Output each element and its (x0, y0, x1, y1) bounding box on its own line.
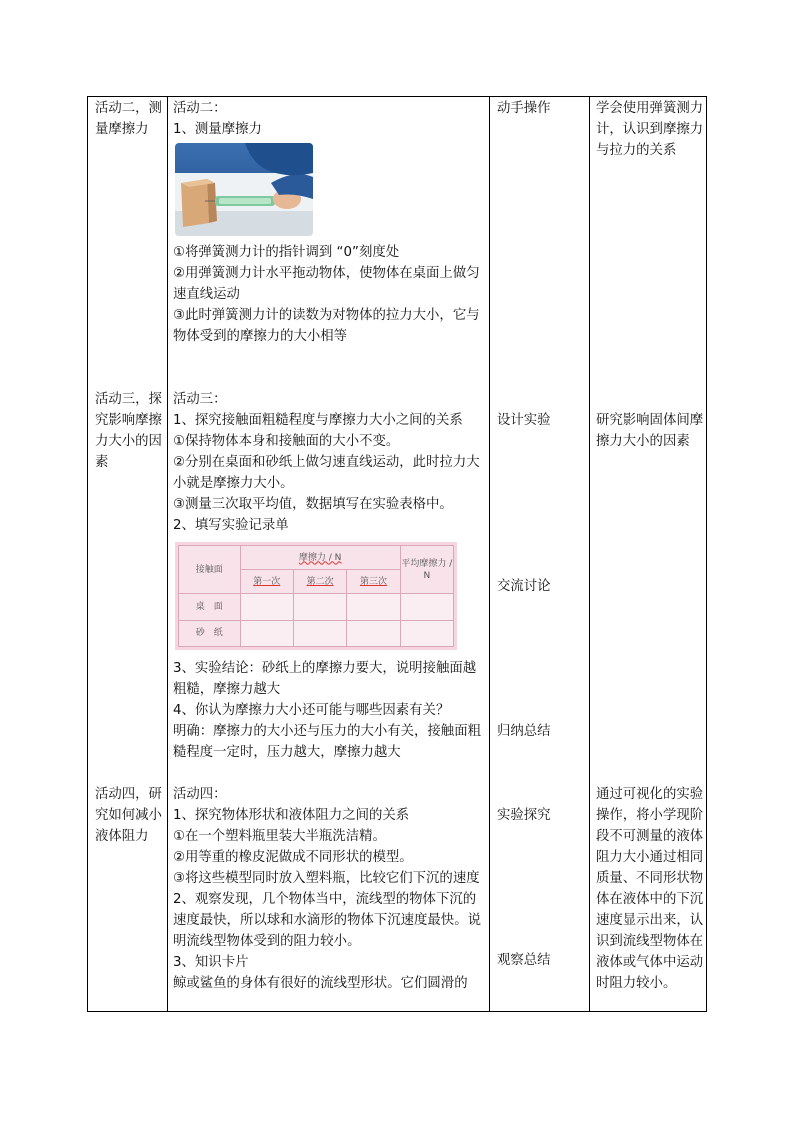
row2-step1: ①保持物体本身和接触面的大小不变。 (173, 434, 400, 449)
row1-steps (173, 242, 485, 347)
row2-step2: ②分别在桌面和砂纸上做匀速直线运动，此时拉力大小就是摩擦力大小。 (173, 455, 480, 491)
row3-content (173, 784, 485, 994)
row1-item1: 1、测量摩擦力 (173, 122, 262, 137)
table-row (179, 620, 454, 646)
table-border-left (87, 96, 88, 1012)
header-friction (240, 546, 400, 570)
row2-goal: 研究影响固体间摩擦力大小的因素 (596, 413, 704, 449)
row3-heading: 活动四： (173, 787, 227, 802)
header-trial-2 (293, 570, 346, 594)
row2-conclusion (173, 658, 485, 763)
row3-title: 活动四，研究如何减小液体阻力 (95, 787, 162, 844)
cell-empty (240, 594, 293, 620)
cell-empty (400, 594, 453, 620)
column-divider (167, 96, 168, 1012)
cell-empty (347, 620, 400, 646)
row1-heading: 活动二： (173, 101, 227, 116)
row2-step3: ③测量三次取平均值，数据填写在实验表格中。 (173, 497, 453, 512)
column-divider (489, 96, 490, 1012)
column-divider (589, 96, 590, 1012)
header-trial-3 (347, 570, 400, 594)
row1-content (173, 98, 485, 140)
row1-title: 活动二，测量摩擦力 (95, 101, 162, 137)
row3-method-2: 观察总结 (497, 953, 551, 968)
lesson-table (87, 96, 707, 1012)
header-average: 平均摩擦力 / N (400, 546, 453, 594)
surface-sandpaper: 砂 纸 (179, 620, 241, 646)
spring-scale-photo (175, 143, 313, 236)
row3-step1: ①在一个塑料瓶里装大半瓶洗洁精。 (173, 829, 386, 844)
row2-answer: 明确：摩擦力的大小还与压力的大小有关，接触面粗糙程度一定时，压力越大，摩擦力越大 (173, 724, 481, 760)
row2-heading: 活动三： (173, 392, 227, 407)
table-border-bottom (87, 1011, 707, 1012)
row3-item3: 3、知识卡片 (173, 955, 249, 970)
cell-empty (240, 620, 293, 646)
header-trial-3-text: 第三次 (360, 576, 388, 587)
header-friction-text: 摩擦力 / N (298, 552, 342, 563)
row3-step2: ②用等重的橡皮泥做成不同形状的模型。 (173, 850, 413, 865)
row1-method: 动手操作 (497, 101, 551, 116)
row1-step1: ①将弹簧测力计的指针调到 “0”刻度处 (173, 245, 400, 260)
row1-goal: 学会使用弹簧测力计，认识到摩擦力与拉力的关系 (596, 101, 704, 158)
row3-goal: 通过可视化的实验操作，将小学现阶段不可测量的液体阻力大小通过相同质量、不同形状物体在液体中的下沉速度显示出来，认识到流线型物体在液体或气体中运动时阻力较小。 (596, 787, 704, 991)
row2-item3: 3、实验结论：砂纸上的摩擦力要大，说明接触面越粗糙，摩擦力越大 (173, 661, 477, 697)
table-border-right (706, 96, 707, 1012)
header-trial-1-text: 第一次 (253, 576, 281, 587)
row2-method-1: 设计实验 (497, 413, 551, 428)
table-row (179, 594, 454, 620)
row3-method-1: 实验探究 (497, 808, 551, 823)
header-trial-1 (240, 570, 293, 594)
header-surface: 接触面 (179, 546, 241, 594)
row1-step3: ③此时弹簧测力计的读数为对物体的拉力大小，它与物体受到的摩擦力的大小相等 (173, 308, 480, 344)
cell-empty (347, 594, 400, 620)
row2-item2: 2、填写实验记录单 (173, 518, 289, 533)
row2-method-2: 交流讨论 (497, 579, 551, 594)
header-trial-2-text: 第二次 (306, 576, 334, 587)
row1-step2: ②用弹簧测力计水平拖动物体，使物体在桌面上做匀速直线运动 (173, 266, 480, 302)
spring-scale-illustration (175, 143, 313, 236)
record-table (175, 542, 457, 650)
row2-method-3: 归纳总结 (497, 724, 551, 739)
cell-empty (293, 620, 346, 646)
cell-empty (400, 620, 453, 646)
row3-item3-text: 鲸或鲨鱼的身体有很好的流线型形状。它们圆滑的 (173, 976, 468, 991)
table-border-top (87, 96, 707, 97)
cell-empty (293, 594, 346, 620)
row3-step3: ③将这些模型同时放入塑料瓶，比较它们下沉的速度 (173, 871, 480, 886)
surface-desk: 桌 面 (179, 594, 241, 620)
row2-title: 活动三，探究影响摩擦力大小的因素 (95, 392, 162, 470)
row2-item4: 4、你认为摩擦力大小还可能与哪些因素有关？ (173, 703, 450, 718)
row2-content (173, 389, 485, 536)
row3-item2: 2、观察发现，几个物体当中，流线型的物体下沉的速度最快，所以球和水滴形的物体下沉速度最快。说明流线型物体受到的阻力较小。 (173, 892, 481, 949)
record-table-grid (178, 545, 454, 647)
row2-item1: 1、探究接触面粗糙程度与摩擦力大小之间的关系 (173, 413, 463, 428)
row3-item1: 1、探究物体形状和液体阻力之间的关系 (173, 808, 410, 823)
